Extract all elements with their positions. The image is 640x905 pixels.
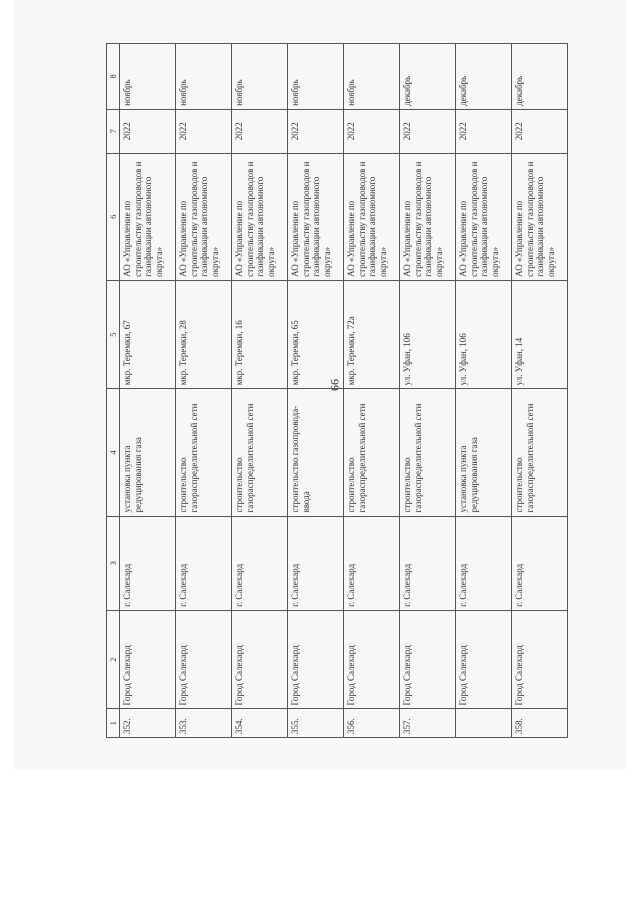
row-number: 354. (231, 709, 287, 738)
page-number: 66 (327, 379, 342, 391)
col-header: 2 (107, 610, 120, 709)
year-cell: 2022 (511, 109, 567, 153)
district-cell: Город Салехард (287, 610, 343, 709)
work-cell: строительство газораспределительной сети (176, 389, 232, 516)
work-cell: строительство газораспределительной сети (343, 389, 399, 516)
month-cell: ноябрь (120, 44, 176, 110)
work-cell: строительство газораспределительной сети (511, 389, 567, 516)
locality-cell: г. Салехард (176, 516, 232, 610)
table-row (455, 44, 511, 738)
locality-cell: г. Салехард (287, 516, 343, 610)
locality-cell: г. Салехард (343, 516, 399, 610)
org-cell: АО «Управление по строительству газопроводов и газификации автономного округа» (455, 153, 511, 280)
district-cell: Город Салехард (399, 610, 455, 709)
month-cell: декабрь (399, 44, 455, 110)
year-cell: 2022 (287, 109, 343, 153)
month-cell: ноябрь (287, 44, 343, 110)
locality-cell: г. Салехард (120, 516, 176, 610)
address-cell: мкр. Теремки, 72а (343, 280, 399, 389)
year-cell: 2022 (343, 109, 399, 153)
row-number: 352. (120, 709, 176, 738)
header-row (107, 44, 120, 738)
work-cell: строительство газораспределительной сети (399, 389, 455, 516)
work-cell: установка пункта редуцирования газа (120, 389, 176, 516)
rotated-table (106, 43, 568, 738)
col-header: 3 (107, 516, 120, 610)
table-row (176, 44, 232, 738)
district-cell: Город Салехард (120, 610, 176, 709)
col-header: 6 (107, 153, 120, 280)
table-row (120, 44, 176, 738)
month-cell: декабрь (511, 44, 567, 110)
address-cell: мкр. Теремки, 65 (287, 280, 343, 389)
district-cell: Город Салехард (231, 610, 287, 709)
row-number: 358. (511, 709, 567, 738)
table-body (120, 44, 568, 738)
address-cell: ул. Уфан, 106 (455, 280, 511, 389)
year-cell: 2022 (176, 109, 232, 153)
address-cell: мкр. Теремки, 67 (120, 280, 176, 389)
district-cell: Город Салехард (343, 610, 399, 709)
year-cell: 2022 (455, 109, 511, 153)
row-number: 353. (176, 709, 232, 738)
row-number: 356. (343, 709, 399, 738)
locality-cell: г. Салехард (455, 516, 511, 610)
address-cell: ул. Уфан, 106 (399, 280, 455, 389)
month-cell: ноябрь (231, 44, 287, 110)
table-row (231, 44, 287, 738)
org-cell: АО «Управление по строительству газопроводов и газификации автономного округа» (399, 153, 455, 280)
year-cell: 2022 (231, 109, 287, 153)
org-cell: АО «Управление по строительству газопроводов и газификации автономного округа» (343, 153, 399, 280)
work-cell: установка пункта редуцирования газа (455, 389, 511, 516)
org-cell: АО «Управление по строительству газопроводов и газификации автономного округа» (287, 153, 343, 280)
table-row (511, 44, 567, 738)
address-cell: ул. Уфан, 14 (511, 280, 567, 389)
month-cell: ноябрь (176, 44, 232, 110)
row-number: 355. (287, 709, 343, 738)
address-cell: мкр. Теремки, 28 (176, 280, 232, 389)
col-header: 4 (107, 389, 120, 516)
org-cell: АО «Управление по строительству газопроводов и газификации автономного округа» (511, 153, 567, 280)
row-number: 357. (399, 709, 455, 738)
month-cell: ноябрь (343, 44, 399, 110)
work-cell: строительство газопровода-ввода (287, 389, 343, 516)
table-row (287, 44, 343, 738)
address-cell: мкр. Теремки, 16 (231, 280, 287, 389)
locality-cell: г. Салехард (231, 516, 287, 610)
gasification-table (106, 43, 568, 738)
org-cell: АО «Управление по строительству газопроводов и газификации автономного округа» (231, 153, 287, 280)
col-header: 8 (107, 44, 120, 110)
month-cell: декабрь (455, 44, 511, 110)
table-row (399, 44, 455, 738)
col-header: 5 (107, 280, 120, 389)
locality-cell: г. Салехард (399, 516, 455, 610)
district-cell: Город Салехард (455, 610, 511, 709)
col-header: 1 (107, 709, 120, 738)
year-cell: 2022 (120, 109, 176, 153)
org-cell: АО «Управление по строительству газопроводов и газификации автономного округа» (120, 153, 176, 280)
year-cell: 2022 (399, 109, 455, 153)
row-number (455, 709, 511, 738)
org-cell: АО «Управление по строительству газопроводов и газификации автономного округа» (176, 153, 232, 280)
district-cell: Город Салехард (511, 610, 567, 709)
district-cell: Город Салехард (176, 610, 232, 709)
locality-cell: г. Салехард (511, 516, 567, 610)
col-header: 7 (107, 109, 120, 153)
work-cell: строительство газораспределительной сети (231, 389, 287, 516)
table-row (343, 44, 399, 738)
